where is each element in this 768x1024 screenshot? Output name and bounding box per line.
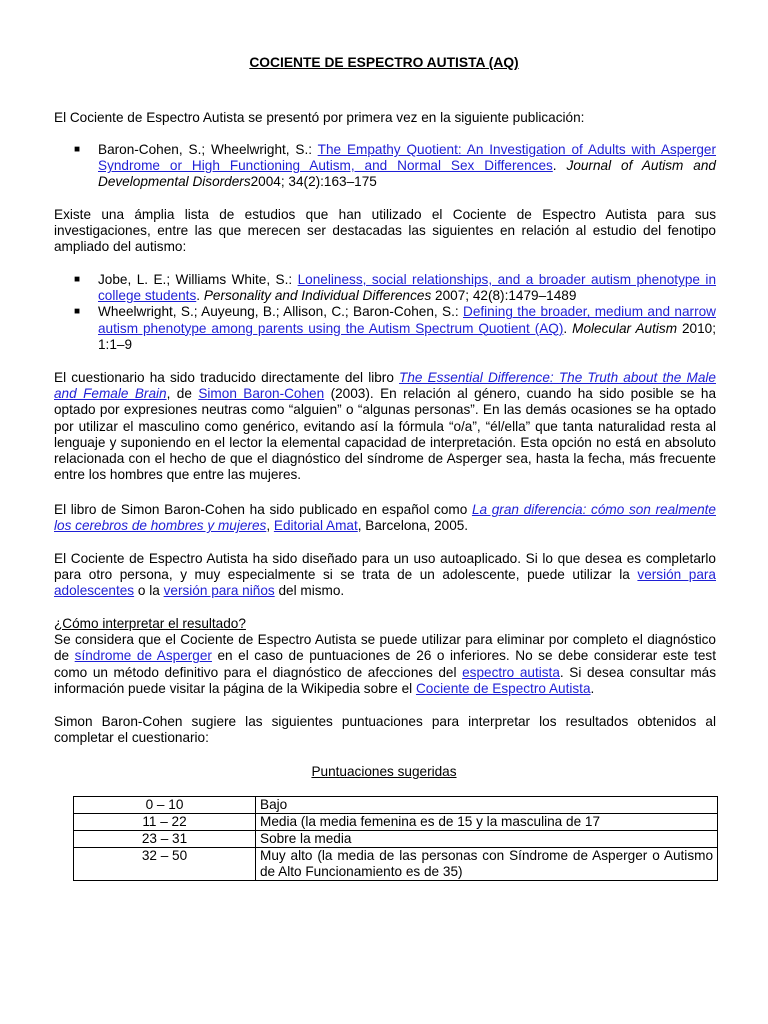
reference-separator: . (196, 288, 204, 304)
text-span: del mismo. (274, 583, 345, 599)
text-span: . (590, 680, 595, 696)
publication-list (54, 142, 716, 191)
text-span: en el caso de puntuaciones de 26 o inferiores. No se debe considerar este test como un método definitivo para el diagnóstico de afecciones del (54, 648, 717, 680)
text-span: , de (166, 386, 199, 402)
studies-list (54, 272, 716, 353)
interpret-paragraph (54, 632, 716, 697)
bullet-icon: ■ (74, 144, 81, 155)
score-range: 0 – 10 (74, 797, 256, 814)
page-title: COCIENTE DE ESPECTRO AUTISTA (AQ) (249, 55, 519, 70)
reference-separator: . (552, 158, 567, 174)
empathy-quotient-link[interactable]: The Empathy Quotient: An Investigation of Adults with Asperger Syndrome or High Functioning Autism, and Normal Sex Differences (98, 142, 716, 174)
essential-difference-link[interactable]: The Essential Difference: The Truth about the Male and Female Brain (54, 370, 716, 402)
suggest-paragraph: Simon Baron-Cohen sugiere las siguientes puntuaciones para interpretar los resultados obtenidos al completar el cuestionario: (54, 714, 716, 746)
reference-authors: Baron-Cohen, S.; Wheelwright, S.: (98, 142, 318, 157)
text-span: El cuestionario ha sido traducido directamente del libro (54, 370, 400, 385)
table-row (74, 814, 718, 831)
loneliness-study-link[interactable]: Loneliness, social relationships, and a broader autism phenotype in college students (98, 272, 717, 304)
list-item (54, 304, 716, 353)
intro-paragraph: El Cociente de Espectro Autista se presentó por primera vez en la siguiente publicación: (54, 110, 585, 125)
scores-table (73, 796, 718, 881)
gran-diferencia-link[interactable]: La gran diferencia: cómo son realmente los cerebros de hombres y mujeres (54, 502, 716, 534)
reference-details: 2007; 42(8):1479–1489 (431, 288, 577, 304)
score-description: Bajo (256, 797, 718, 814)
reference-details: 2010; 1:1–9 (98, 320, 717, 352)
text-span: El Cociente de Espectro Autista ha sido diseñado para un uso autoaplicado. Si lo que desea es completarlo para otro persona, y muy especialmente si se trata de un adolescente, puede utilizar la (54, 551, 716, 583)
reference-details: 2004; 34(2):163–175 (250, 174, 377, 190)
text-span: Se considera que el Cociente de Espectro Autista se puede utilizar para eliminar por completo el diagnóstico de (54, 632, 716, 664)
wikipedia-aq-link[interactable]: Cociente de Espectro Autista (415, 680, 591, 696)
spanish-edition-paragraph (54, 502, 716, 534)
translation-paragraph (54, 370, 716, 483)
table-row (74, 797, 718, 814)
studies-paragraph: Existe una ámplia lista de estudios que han utilizado el Cociente de Espectro Autista para sus investigaciones, entre las que merecen ser destacadas las siguientes en relación al estudio del fenotipo ampliado del autismo: (54, 207, 716, 255)
phenotype-study-link[interactable]: Defining the broader, medium and narrow autism phenotype among parents using the Autism Spectrum Quotient (AQ) (98, 304, 716, 336)
reference-authors: Wheelwright, S.; Auyeung, B.; Allison, C.; Baron-Cohen, S.: (98, 304, 463, 320)
bullet-icon: ■ (74, 274, 81, 285)
text-span: El libro de Simon Baron-Cohen ha sido publicado en español como (54, 502, 472, 517)
text-span: . Si desea consultar más información puede visitar la página de la Wikipedia sobre el (54, 664, 717, 696)
score-description: Media (la media femenina es de 15 y la masculina de 17 (256, 814, 718, 831)
interpret-heading: ¿Cómo interpretar el resultado? (54, 616, 246, 631)
table-title: Puntuaciones sugeridas (311, 764, 457, 779)
text-span: (2003). En relación al género, cuando ha sido posible se ha optado por expresiones neutras como “alguien” o “algunas personas”. En las demás ocasiones se ha optado por utilizar el masculino como genérico, evitando así la fórmula “o/a”, “él/ella” que tanta naturalidad resta al lenguaje y suponiendo en el lector la elemental capacidad de interpretación. Esta opción no está en absoluto relacionada con el hecho de que el diagnóstico del síndrome de Asperger sea, hasta la fecha, más frecuente entre los hombres que entre las mujeres. (54, 386, 717, 483)
text-span: , Barcelona, 2005. (357, 518, 469, 534)
text-span: , (266, 518, 274, 534)
autism-spectrum-link[interactable]: espectro autista (462, 664, 560, 680)
bullet-icon: ■ (74, 306, 81, 318)
text-span: o la (134, 583, 164, 599)
reference-journal: Journal of Autism and Developmental Disorders (98, 158, 716, 190)
reference-authors: Jobe, L. E.; Williams White, S.: (98, 272, 298, 287)
interpret-section (54, 616, 716, 697)
baron-cohen-link[interactable]: Simon Baron-Cohen (198, 386, 325, 402)
list-item (54, 272, 716, 304)
reference-journal: Personality and Individual Differences (203, 288, 432, 304)
teen-version-link[interactable]: versión para adolescentes (54, 567, 716, 599)
asperger-link[interactable]: síndrome de Asperger (74, 648, 212, 664)
table-row (74, 848, 718, 881)
kids-version-link[interactable]: versión para niños (163, 583, 275, 599)
reference-journal: Molecular Autism (572, 320, 678, 336)
self-applied-paragraph (54, 551, 716, 600)
reference-separator: . (563, 320, 573, 336)
score-range: 23 – 31 (74, 831, 256, 848)
list-item (54, 142, 716, 191)
editorial-amat-link[interactable]: Editorial Amat (273, 518, 358, 534)
score-description: Muy alto (la media de las personas con Síndrome de Asperger o Autismo de Alto Funcionamiento es de 35) (256, 848, 718, 881)
score-description: Sobre la media (256, 831, 718, 848)
table-row (74, 831, 718, 848)
score-range: 11 – 22 (74, 814, 256, 831)
score-range: 32 – 50 (74, 848, 256, 881)
